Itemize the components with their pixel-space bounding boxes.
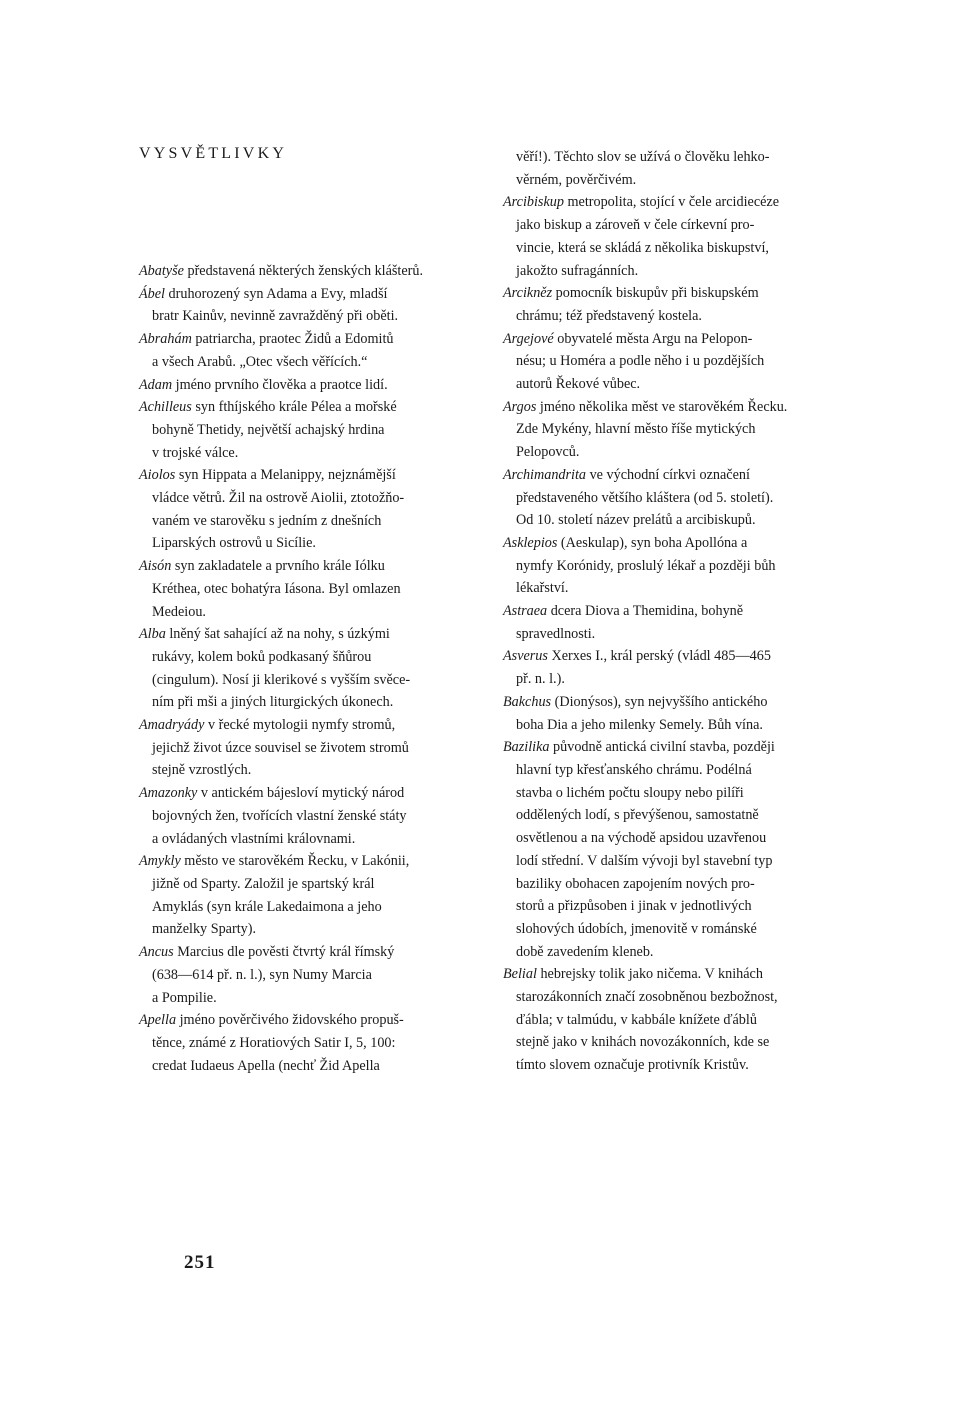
entry-term: Archimandrita	[503, 466, 587, 483]
entry-term: Ábel	[139, 285, 165, 302]
entry-text: v antickém bájesloví mytický národ	[197, 785, 405, 802]
entry-line	[503, 577, 843, 600]
entry-line	[139, 669, 479, 692]
entry-term: Adam	[139, 376, 173, 393]
entry-text: a Pompilie.	[152, 989, 217, 1006]
glossary-entry	[503, 736, 843, 963]
entry-text: obyvatelé města Argu na Pelopon-	[553, 330, 753, 347]
entry-text: (cingulum). Nosí ji klerikové s vyšším svěce-	[152, 671, 411, 688]
entry-line	[503, 668, 843, 691]
entry-text: bohyně Thetidy, největší achajský hrdina	[152, 421, 385, 438]
entry-text: jejichž život úzce souvisel se životem stromů	[152, 739, 409, 756]
entry-line	[503, 305, 843, 328]
entry-line	[139, 1055, 479, 1078]
entry-line	[503, 350, 843, 373]
entry-line	[139, 896, 479, 919]
entry-text: baziliky obohacen zapojením nových pro-	[516, 875, 755, 892]
entry-text: nésu; u Homéra a podle něho i u pozdějších	[516, 353, 765, 370]
entry-text: oddělených lodí, s převýšenou, samostatně	[516, 807, 759, 824]
entry-line	[139, 805, 479, 828]
glossary-entry	[503, 600, 843, 645]
right-column	[503, 146, 843, 1077]
entry-line	[139, 918, 479, 941]
entry-text: spravedlnosti.	[516, 625, 596, 642]
glossary-entry	[139, 396, 479, 464]
glossary-entry	[139, 714, 479, 782]
entry-text: lodí střední. V dalším vývoji byl stavební typ	[516, 852, 773, 869]
entry-line	[139, 487, 479, 510]
entry-line	[503, 759, 843, 782]
entry-term: Alba	[139, 626, 166, 643]
entry-text: credat Iudaeus Apella (nechť Žid Apella	[152, 1057, 380, 1074]
glossary-entry	[139, 555, 479, 623]
entry-line	[503, 169, 843, 192]
entry-line	[503, 214, 843, 237]
entry-line	[139, 351, 479, 374]
entry-text: př. n. l.).	[516, 671, 565, 688]
entry-line	[139, 532, 479, 555]
entry-line	[503, 191, 843, 214]
entry-text: představená některých ženských klášterů.	[183, 263, 424, 279]
entry-line	[503, 986, 843, 1009]
entry-text: věří!). Těchto slov se užívá o člověku lehko-	[516, 149, 770, 165]
entry-term: Argos	[503, 398, 537, 415]
entry-text: autorů Řekové vůbec.	[516, 376, 641, 393]
entry-term: Amadryády	[139, 717, 205, 734]
glossary-entry	[503, 191, 843, 282]
entry-term: Astraea	[503, 603, 548, 620]
entry-text: slohových údobích, jmenovitě v románské	[516, 920, 757, 937]
entry-text: syn Hippata a Melanippy, nejznámější	[175, 467, 396, 484]
entry-text: ním při mši a jiných liturgických úkonech.	[152, 694, 394, 711]
entry-text: (Aeskulap), syn boha Apollóna a	[557, 534, 748, 551]
entry-line	[503, 714, 843, 737]
glossary-entry	[503, 963, 843, 1077]
entry-text: představeného většího kláštera (od 5. století).	[516, 489, 774, 506]
entry-line	[139, 759, 479, 782]
entry-line	[139, 1009, 479, 1032]
entry-text: ve východní církvi označení	[586, 466, 750, 483]
entry-text: vládce větrů. Žil na ostrově Aiolii, ztotožňo-	[152, 490, 405, 507]
entry-text: dcera Diova a Themidina, bohyně	[547, 603, 744, 620]
entry-line	[503, 328, 843, 351]
entry-line	[139, 555, 479, 578]
entry-line	[139, 283, 479, 306]
entry-line	[139, 578, 479, 601]
entry-term: Amazonky	[139, 785, 198, 802]
page-title: VYSVĚTLIVKY	[139, 145, 288, 162]
entry-text: nymfy Korónidy, proslulý lékař a později bůh	[516, 557, 776, 574]
glossary-entry	[139, 260, 479, 283]
entry-text: těnce, známé z Horatiových Satir I, 5, 100:	[152, 1034, 396, 1051]
entry-line	[503, 804, 843, 827]
entry-term: Belial	[503, 966, 537, 983]
entry-term: Ancus	[139, 944, 174, 961]
entry-line	[503, 963, 843, 986]
entry-text: patriarcha, praotec Židů a Edomitů	[191, 331, 394, 348]
entry-text: a ovládaných vlastními královnami.	[152, 830, 356, 847]
entry-term: Arcikněz	[503, 285, 553, 302]
entry-line	[503, 282, 843, 305]
entry-text: syn fthíjského krále Pélea a mořské	[191, 399, 397, 416]
entry-line	[139, 691, 479, 714]
entry-text: Od 10. století název prelátů a arcibiskupů.	[516, 512, 756, 529]
entry-text: Liparských ostrovů u Sicílie.	[152, 535, 316, 552]
glossary-entry	[139, 850, 479, 941]
entry-line	[503, 736, 843, 759]
entry-term: Asklepios	[503, 534, 558, 551]
entry-line	[503, 487, 843, 510]
entry-text: jméno několika měst ve starověkém Řecku.	[536, 398, 788, 415]
entry-text: starozákonních značí zosobněnou bezbožnost,	[516, 989, 778, 1006]
entry-text: vincie, která se skládá z několika biskupství,	[516, 239, 769, 256]
glossary-entry	[139, 1009, 479, 1077]
entry-line	[503, 237, 843, 260]
entry-line	[139, 646, 479, 669]
entry-text: (638—614 př. n. l.), syn Numy Marcia	[152, 966, 372, 983]
entry-line	[139, 873, 479, 896]
entry-text: původně antická civilní stavba, později	[549, 739, 775, 756]
glossary-entry	[139, 623, 479, 714]
entry-term: Amykly	[139, 853, 181, 870]
entry-term: Achilleus	[139, 399, 192, 416]
entry-line	[139, 987, 479, 1010]
entry-line	[503, 532, 843, 555]
glossary-entry	[139, 374, 479, 397]
entry-term: Asverus	[503, 648, 548, 665]
entry-text: lékařství.	[516, 580, 569, 597]
entry-text: stavba o lichém počtu sloupy nebo pilíři	[516, 784, 744, 801]
entry-term: Aiolos	[139, 467, 176, 484]
entry-text: hebrejsky tolik jako ničema. V knihách	[536, 966, 763, 983]
entry-line	[503, 396, 843, 419]
entry-line	[503, 600, 843, 623]
entry-text: pomocník biskupův při biskupském	[552, 285, 759, 302]
entry-text: Zde Mykény, hlavní město říše mytických	[516, 421, 756, 438]
entry-line	[139, 419, 479, 442]
entry-line	[139, 601, 479, 624]
entry-term: Apella	[139, 1012, 177, 1029]
entry-line	[139, 328, 479, 351]
entry-text: Medeiou.	[152, 603, 206, 620]
glossary-entry	[503, 691, 843, 736]
entry-text: věrném, pověrčivém.	[516, 171, 637, 188]
glossary-entry	[139, 328, 479, 373]
glossary-entry	[503, 464, 843, 532]
entry-text: Xerxes I., král perský (vládl 485—465	[547, 648, 771, 665]
entry-line	[139, 442, 479, 465]
entry-text: stejně jako v knihách novozákonních, kde se	[516, 1034, 770, 1051]
entry-term: Abrahám	[139, 331, 192, 348]
left-column	[139, 260, 479, 1077]
entry-line	[503, 1009, 843, 1032]
entry-term: Arcibiskup	[503, 194, 564, 211]
entry-text: stejně vzrostlých.	[152, 762, 252, 779]
glossary-entry	[503, 396, 843, 464]
entry-text: jakožto sufragánních.	[516, 262, 639, 279]
entry-line	[503, 464, 843, 487]
entry-line	[139, 1032, 479, 1055]
entry-line	[139, 396, 479, 419]
entry-line	[503, 941, 843, 964]
entry-line	[503, 873, 843, 896]
entry-term: Abatyše	[139, 263, 184, 279]
glossary-entry	[503, 282, 843, 327]
entry-text: bojovných žen, tvořících vlastní ženské státy	[152, 807, 407, 824]
entry-line	[139, 374, 479, 397]
entry-line	[139, 623, 479, 646]
entry-text: syn zakladatele a prvního krále Iólku	[171, 558, 385, 575]
entry-text: boha Dia a jeho milenky Semely. Bůh vína.	[516, 716, 763, 733]
entry-term: Bakchus	[503, 693, 552, 710]
entry-line	[139, 737, 479, 760]
entry-text: jižně od Sparty. Založil je spartský král	[152, 875, 375, 892]
entry-text: hlavní typ křesťanského chrámu. Podélná	[516, 761, 752, 778]
entry-line	[503, 260, 843, 283]
entry-line	[503, 555, 843, 578]
entry-text: době zavedením kleneb.	[516, 943, 654, 960]
entry-line	[503, 418, 843, 441]
glossary-entry	[503, 146, 843, 191]
entry-line	[503, 441, 843, 464]
entry-line	[139, 828, 479, 851]
entry-text: rukávy, kolem boků podkasaný šňůrou	[152, 648, 372, 665]
entry-line	[503, 1031, 843, 1054]
entry-text: město ve starověkém Řecku, v Lakónii,	[180, 853, 410, 870]
entry-line	[139, 850, 479, 873]
glossary-entry	[503, 645, 843, 690]
entry-line	[503, 918, 843, 941]
entry-line	[503, 850, 843, 873]
entry-text: ďábla; v talmúdu, v kabbále knížete ďáblů	[516, 1011, 757, 1028]
entry-text: jméno pověrčivého židovského propuš-	[176, 1012, 404, 1029]
entry-text: jako biskup a zároveň v čele církevní pro-	[516, 217, 755, 234]
entry-line	[503, 509, 843, 532]
entry-term: Argejové	[503, 330, 554, 347]
entry-text: vaném ve starověku s jedním z dnešních	[152, 512, 382, 529]
entry-line	[503, 895, 843, 918]
entry-text: lněný šat sahající až na nohy, s úzkými	[165, 626, 390, 643]
entry-text: tímto slovem označuje protivník Kristův.	[516, 1057, 749, 1074]
entry-text: jméno prvního člověka a praotce lidí.	[172, 376, 388, 393]
entry-text: bratr Kainův, nevinně zavražděný při oběti.	[152, 308, 399, 325]
entry-line	[139, 510, 479, 533]
entry-line	[139, 464, 479, 487]
glossary-entry	[139, 464, 479, 555]
entry-text: storů a přizpůsoben i jinak v jednotlivých	[516, 898, 752, 915]
entry-line	[139, 714, 479, 737]
entry-line	[503, 146, 843, 169]
entry-text: manželky Sparty).	[152, 921, 257, 938]
glossary-entry	[139, 283, 479, 328]
entry-line	[503, 782, 843, 805]
entry-text: Pelopovců.	[516, 444, 580, 461]
entry-text: druhorozený syn Adama a Evy, mladší	[165, 285, 388, 302]
glossary-entry	[139, 782, 479, 850]
glossary-entry	[139, 941, 479, 1009]
entry-line	[139, 782, 479, 805]
entry-text: metropolita, stojící v čele arcidiecéze	[563, 194, 780, 211]
entry-text: Amyklás (syn krále Lakedaimona a jeho	[152, 898, 382, 915]
entry-line	[139, 305, 479, 328]
entry-text: (Dionýsos), syn nejvyššího antického	[551, 693, 768, 710]
entry-line	[503, 827, 843, 850]
page-number: 251	[184, 1252, 216, 1273]
entry-text: osvětlenou a na východě apsidou uzavřenou	[516, 830, 767, 847]
entry-text: a všech Arabů. „Otec všech věřících.“	[152, 353, 368, 370]
entry-text: Kréthea, otec bohatýra Iásona. Byl omlazen	[152, 580, 401, 597]
entry-line	[139, 964, 479, 987]
entry-line	[503, 623, 843, 646]
glossary-entry	[503, 532, 843, 600]
entry-line	[503, 373, 843, 396]
entry-term: Bazilika	[503, 739, 550, 756]
entry-text: v řecké mytologii nymfy stromů,	[204, 717, 396, 734]
entry-text: Marcius dle pověsti čtvrtý král římský	[173, 944, 395, 961]
entry-term: Aisón	[139, 558, 172, 575]
entry-line	[139, 260, 479, 283]
entry-line	[503, 1054, 843, 1077]
entry-line	[503, 645, 843, 668]
entry-text: v trojské válce.	[152, 444, 239, 461]
glossary-entry	[503, 328, 843, 396]
entry-text: chrámu; též představený kostela.	[516, 307, 702, 324]
entry-line	[503, 691, 843, 714]
entry-line	[139, 941, 479, 964]
